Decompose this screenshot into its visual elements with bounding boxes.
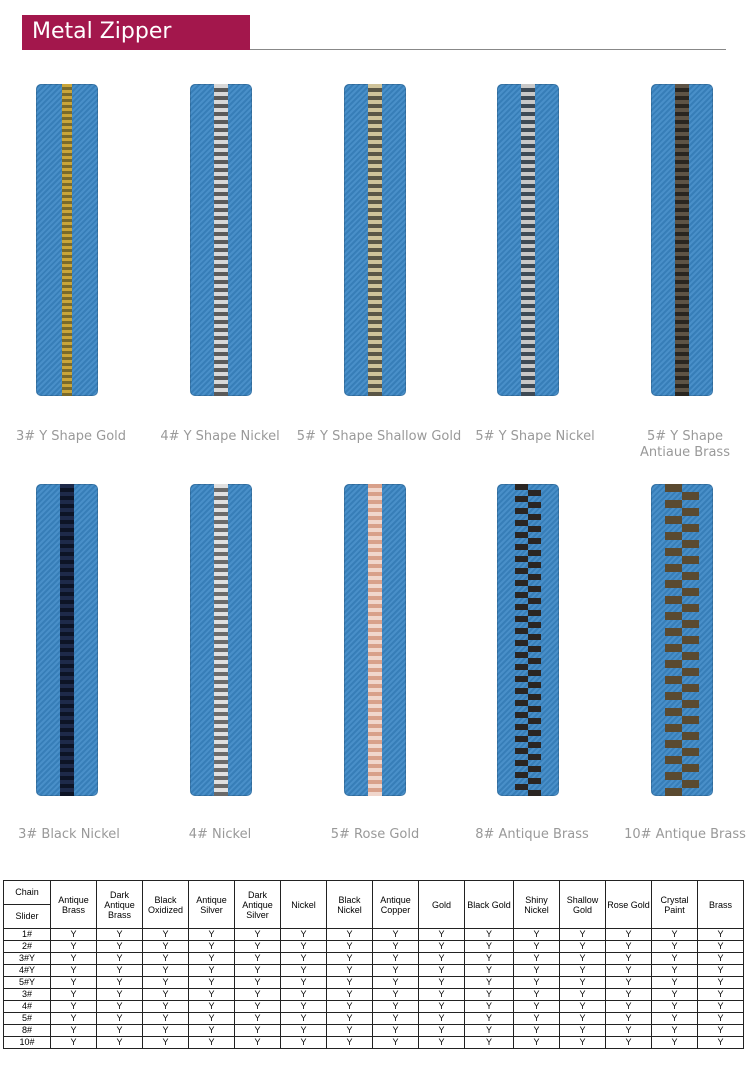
table-cell: Y: [97, 977, 143, 989]
table-cell: Y: [560, 1013, 606, 1025]
column-header: Antique Brass: [51, 881, 97, 929]
table-cell: Y: [514, 1037, 560, 1049]
table-cell: Y: [189, 929, 235, 941]
table-cell: Y: [327, 1037, 373, 1049]
table-cell: Y: [698, 941, 744, 953]
table-cell: Y: [652, 1025, 698, 1037]
table-cell: Y: [652, 953, 698, 965]
table-cell: Y: [698, 989, 744, 1001]
zipper-image: [36, 84, 98, 396]
table-cell: Y: [235, 977, 281, 989]
zipper-teeth: [665, 484, 699, 796]
table-cell: Y: [419, 1025, 465, 1037]
table-cell: Y: [143, 989, 189, 1001]
column-header: Dark Antique Silver: [235, 881, 281, 929]
zipper-label: 5# Y Shape Antiaue Brass: [640, 429, 730, 460]
zipper-label: 8# Antique Brass: [475, 827, 589, 842]
table-cell: Y: [189, 1037, 235, 1049]
table-cell: Y: [698, 977, 744, 989]
table-cell: Y: [143, 977, 189, 989]
column-header: Rose Gold: [606, 881, 652, 929]
zipper-teeth: [60, 484, 74, 796]
table-cell: Y: [97, 965, 143, 977]
column-header: Black Nickel: [327, 881, 373, 929]
table-cell: Y: [698, 1013, 744, 1025]
zipper-image: [344, 484, 406, 796]
table-cell: Y: [235, 1001, 281, 1013]
table-row: [4, 977, 744, 989]
table-cell: Y: [465, 1025, 514, 1037]
table-cell: Y: [51, 941, 97, 953]
table-cell: Y: [698, 965, 744, 977]
table-cell: Y: [143, 1037, 189, 1049]
table-cell: Y: [373, 965, 419, 977]
table-cell: Y: [419, 941, 465, 953]
table-cell: Y: [235, 1025, 281, 1037]
table-cell: Y: [652, 1001, 698, 1013]
table-cell: Y: [281, 929, 327, 941]
table-cell: Y: [465, 941, 514, 953]
table-cell: Y: [652, 989, 698, 1001]
table-cell: Y: [606, 977, 652, 989]
table-cell: Y: [465, 1013, 514, 1025]
zipper-teeth: [62, 84, 72, 396]
table-cell: Y: [514, 965, 560, 977]
table-row: [4, 965, 744, 977]
table-cell: Y: [97, 953, 143, 965]
table-cell: Y: [606, 941, 652, 953]
table-cell: Y: [373, 977, 419, 989]
table-cell: Y: [698, 1025, 744, 1037]
table-cell: Y: [51, 1025, 97, 1037]
table-cell: Y: [465, 965, 514, 977]
table-cell: Y: [281, 941, 327, 953]
table-cell: Y: [652, 1013, 698, 1025]
table-row: [4, 1037, 744, 1049]
table-cell: Y: [465, 989, 514, 1001]
zipper-image: [190, 84, 252, 396]
zipper-label: 3# Black Nickel: [18, 827, 120, 842]
table-cell: Y: [281, 1013, 327, 1025]
zipper-label: 10# Antique Brass: [624, 827, 746, 842]
table-cell: Y: [235, 1037, 281, 1049]
table-cell: Y: [652, 965, 698, 977]
table-cell: Y: [514, 941, 560, 953]
zipper-teeth: [214, 84, 228, 396]
table-cell: Y: [465, 977, 514, 989]
table-cell: Y: [327, 1013, 373, 1025]
table-cell: Y: [51, 989, 97, 1001]
column-header: Black Gold: [465, 881, 514, 929]
zipper-image: [344, 84, 406, 396]
table-cell: Y: [606, 1013, 652, 1025]
table-cell: Y: [373, 1013, 419, 1025]
table-row: [4, 941, 744, 953]
table-cell: Y: [373, 953, 419, 965]
table-cell: Y: [465, 929, 514, 941]
table-cell: Y: [143, 953, 189, 965]
table-cell: Y: [235, 929, 281, 941]
zipper-image: [497, 484, 559, 796]
table-row: [4, 1001, 744, 1013]
table-cell: Y: [419, 1037, 465, 1049]
size-cell: 10#: [4, 1037, 51, 1049]
table-cell: Y: [698, 1001, 744, 1013]
table-cell: Y: [327, 977, 373, 989]
table-cell: Y: [143, 1025, 189, 1037]
zipper-teeth: [675, 84, 689, 396]
availability-table: [3, 880, 744, 1049]
table-cell: Y: [143, 1001, 189, 1013]
zipper-teeth: [368, 84, 382, 396]
table-cell: Y: [514, 953, 560, 965]
table-cell: Y: [373, 941, 419, 953]
zipper-teeth: [214, 484, 228, 796]
zipper-label: 5# Y Shape Shallow Gold: [296, 429, 462, 444]
chain-label: Chain: [4, 881, 50, 905]
table-cell: Y: [419, 953, 465, 965]
table-cell: Y: [606, 1001, 652, 1013]
table-cell: Y: [51, 1001, 97, 1013]
table-cell: Y: [189, 1025, 235, 1037]
table-row: [4, 1013, 744, 1025]
table-cell: Y: [143, 929, 189, 941]
table-cell: Y: [281, 953, 327, 965]
table-cell: Y: [373, 1037, 419, 1049]
zipper-label: 4# Y Shape Nickel: [160, 429, 280, 444]
table-cell: Y: [281, 1025, 327, 1037]
table-cell: Y: [189, 941, 235, 953]
table-cell: Y: [419, 965, 465, 977]
table-cell: Y: [189, 953, 235, 965]
size-cell: 5#: [4, 1013, 51, 1025]
table-cell: Y: [606, 965, 652, 977]
table-cell: Y: [560, 929, 606, 941]
table-cell: Y: [189, 965, 235, 977]
size-cell: 4#: [4, 1001, 51, 1013]
size-cell: 2#: [4, 941, 51, 953]
zipper-label: 3# Y Shape Gold: [15, 429, 127, 444]
table-cell: Y: [189, 1001, 235, 1013]
table-cell: Y: [419, 977, 465, 989]
zipper-image: [36, 484, 98, 796]
size-cell: 1#: [4, 929, 51, 941]
table-cell: Y: [51, 965, 97, 977]
table-cell: Y: [97, 1013, 143, 1025]
table-cell: Y: [235, 953, 281, 965]
column-header: Shallow Gold: [560, 881, 606, 929]
table-cell: Y: [465, 1037, 514, 1049]
header-corner: [4, 881, 51, 929]
table-cell: Y: [560, 953, 606, 965]
table-cell: Y: [327, 989, 373, 1001]
zipper-teeth: [515, 484, 541, 796]
table-cell: Y: [514, 1001, 560, 1013]
table-cell: Y: [97, 1037, 143, 1049]
table-cell: Y: [419, 1013, 465, 1025]
table-cell: Y: [327, 1001, 373, 1013]
zipper-image: [497, 84, 559, 396]
table-cell: Y: [51, 953, 97, 965]
table-cell: Y: [373, 1001, 419, 1013]
table-cell: Y: [327, 929, 373, 941]
table-cell: Y: [373, 989, 419, 1001]
table-cell: Y: [419, 989, 465, 1001]
zipper-label: 5# Y Shape Nickel: [475, 429, 595, 444]
table-cell: Y: [51, 929, 97, 941]
table-cell: Y: [235, 1013, 281, 1025]
table-cell: Y: [281, 1037, 327, 1049]
table-cell: Y: [189, 1013, 235, 1025]
column-header: Antique Silver: [189, 881, 235, 929]
table-cell: Y: [652, 929, 698, 941]
table-cell: Y: [652, 1037, 698, 1049]
table-cell: Y: [235, 965, 281, 977]
slider-label: Slider: [15, 911, 39, 921]
column-header: Crystal Paint: [652, 881, 698, 929]
table-cell: Y: [97, 1025, 143, 1037]
table-row: [4, 953, 744, 965]
table-cell: Y: [281, 989, 327, 1001]
table-cell: Y: [419, 1001, 465, 1013]
table-cell: Y: [143, 1013, 189, 1025]
column-header: Dark Antique Brass: [97, 881, 143, 929]
size-cell: 4#Y: [4, 965, 51, 977]
table-cell: Y: [51, 1037, 97, 1049]
zipper-image: [190, 484, 252, 796]
table-cell: Y: [97, 941, 143, 953]
column-header: Nickel: [281, 881, 327, 929]
table-cell: Y: [281, 977, 327, 989]
table-cell: Y: [235, 989, 281, 1001]
table-cell: Y: [560, 965, 606, 977]
table-cell: Y: [698, 953, 744, 965]
column-header: Shiny Nickel: [514, 881, 560, 929]
column-header: Black Oxidized: [143, 881, 189, 929]
table-cell: Y: [560, 977, 606, 989]
table-cell: Y: [560, 1001, 606, 1013]
table-cell: Y: [606, 1025, 652, 1037]
size-cell: 8#: [4, 1025, 51, 1037]
table-cell: Y: [465, 953, 514, 965]
size-cell: 3#Y: [4, 953, 51, 965]
column-header: Brass: [698, 881, 744, 929]
table-cell: Y: [560, 989, 606, 1001]
table-cell: Y: [606, 989, 652, 1001]
table-cell: Y: [419, 929, 465, 941]
table-cell: Y: [97, 989, 143, 1001]
table-cell: Y: [235, 941, 281, 953]
column-header: Gold: [419, 881, 465, 929]
table-cell: Y: [189, 989, 235, 1001]
table-cell: Y: [514, 977, 560, 989]
table-cell: Y: [514, 989, 560, 1001]
table-cell: Y: [514, 1025, 560, 1037]
table-row: [4, 1025, 744, 1037]
zipper-teeth: [521, 84, 535, 396]
table-cell: Y: [514, 929, 560, 941]
size-cell: 5#Y: [4, 977, 51, 989]
table-cell: Y: [143, 941, 189, 953]
table-cell: Y: [373, 929, 419, 941]
zipper-image: [651, 484, 713, 796]
table-cell: Y: [373, 1025, 419, 1037]
table-cell: Y: [51, 1013, 97, 1025]
column-header: Antique Copper: [373, 881, 419, 929]
table-cell: Y: [97, 929, 143, 941]
table-cell: Y: [560, 941, 606, 953]
table-row: [4, 989, 744, 1001]
table-cell: Y: [327, 941, 373, 953]
table-cell: Y: [327, 965, 373, 977]
table-cell: Y: [465, 1001, 514, 1013]
zipper-teeth: [368, 484, 382, 796]
table-cell: Y: [652, 941, 698, 953]
table-cell: Y: [606, 929, 652, 941]
table-cell: Y: [560, 1037, 606, 1049]
table-cell: Y: [143, 965, 189, 977]
table-cell: Y: [189, 977, 235, 989]
table-row: [4, 929, 744, 941]
table-cell: Y: [514, 1013, 560, 1025]
table-cell: Y: [698, 929, 744, 941]
table-cell: Y: [281, 965, 327, 977]
table-cell: Y: [652, 977, 698, 989]
table-cell: Y: [327, 953, 373, 965]
table-cell: Y: [281, 1001, 327, 1013]
zipper-image: [651, 84, 713, 396]
table-cell: Y: [97, 1001, 143, 1013]
table-cell: Y: [606, 1037, 652, 1049]
table-cell: Y: [327, 1025, 373, 1037]
size-cell: 3#: [4, 989, 51, 1001]
zipper-label: 5# Rose Gold: [330, 827, 420, 842]
table-cell: Y: [560, 1025, 606, 1037]
table-cell: Y: [698, 1037, 744, 1049]
zipper-label: 4# Nickel: [188, 827, 252, 842]
table-cell: Y: [51, 977, 97, 989]
table-cell: Y: [606, 953, 652, 965]
section-title: Metal Zipper: [32, 19, 172, 44]
